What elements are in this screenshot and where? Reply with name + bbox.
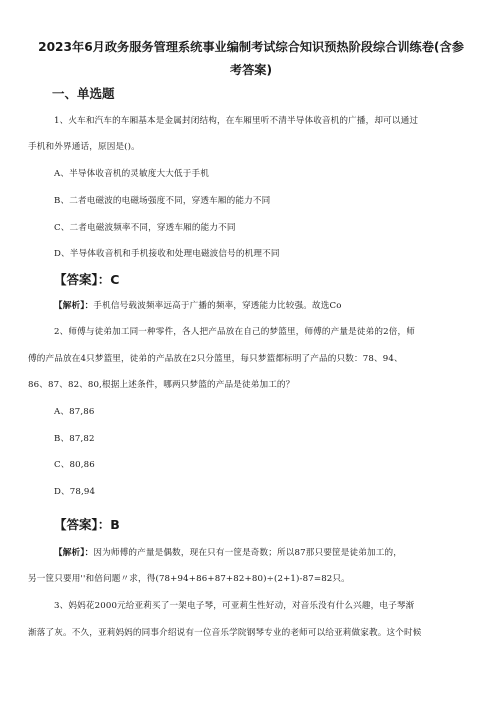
q3-text-line-2: 渐落了灰。不久，亚莉妈妈的同事介绍说有一位音乐学院钢琴专业的老师可以给亚莉做家教。这个时候 <box>28 628 422 638</box>
q1-option-c: C、二者电磁波频率不同，穿透车厢的能力不同 <box>54 223 236 233</box>
q2-explanation-text: 因为师傅的产量是偶数，现在只有一筐是奇数；所以87那只要筐是徒弟加工的， <box>93 548 402 558</box>
q2-option-a: A、87,86 <box>54 407 95 417</box>
page-title <box>18 36 484 82</box>
q1-explanation-label: 【解析】： <box>54 301 94 311</box>
section-heading: 一、单选题 <box>52 86 115 101</box>
q1-option-d: D、半导体收音机和手机接收和处理电磁波信号的机理不同 <box>54 249 280 259</box>
q1-explanation <box>54 299 500 311</box>
q2-explanation-label: 【解析】： <box>54 548 94 558</box>
q2-text-line-3: 86、87、82、80,根据上述条件，哪两只梦篮的产品是徒弟加工的？ <box>28 380 295 390</box>
q1-option-b: B、二者电磁波的电磁场强度不同，穿透车厢的能力不同 <box>54 196 271 206</box>
q2-text-line-1: 2、师傅与徒弟加工同一种零件，各人把产品放在自己的梦篮里，师傅的产量是徒弟的2倍，师 <box>54 327 415 337</box>
q1-text-line-1: 1、火车和汽车的车厢基本是金属封闭结构，在车厢里听不清半导体收音机的广播，却可以通过 <box>54 116 419 126</box>
q2-option-b: B、87,82 <box>54 434 95 444</box>
q2-explanation-line-1 <box>54 546 500 558</box>
q1-option-a: A、半导体收音机的灵敏度大大低于手机 <box>54 169 210 179</box>
q1-text-line-2: 手机和外界通话，原因是()。 <box>28 142 140 152</box>
q3-text-line-1: 3、妈妈花2000元给亚莉买了一架电子琴，可亚莉生性好动，对音乐没有什么兴趣，电子琴渐 <box>54 601 415 611</box>
q1-answer: 【答案】：C <box>54 272 120 287</box>
q2-option-c: C、80,86 <box>54 460 95 470</box>
title-line-1: 2023年6月政务服务管理系统事业编制考试综合知识预热阶段综合训练卷(含参 <box>38 40 464 54</box>
q2-text-line-2: 傅的产品放在4只梦篮里，徒弟的产品放在2只分篮里，每只梦篮都标明了产品的只数：78、94、 <box>28 354 403 364</box>
q2-explanation-line-2: 另一筐只要用''和倍问题〃求，得(78+94+86+87+82+80)÷(2+1)-87=82只。 <box>28 574 350 584</box>
title-line-2: 考答案) <box>229 63 273 77</box>
q2-option-d: D、78,94 <box>54 487 96 497</box>
q1-explanation-text: 手机信号载波频率远高于广播的频率，穿透能力比较强。故选Co <box>93 301 342 311</box>
q2-answer: 【答案】：B <box>54 517 120 532</box>
